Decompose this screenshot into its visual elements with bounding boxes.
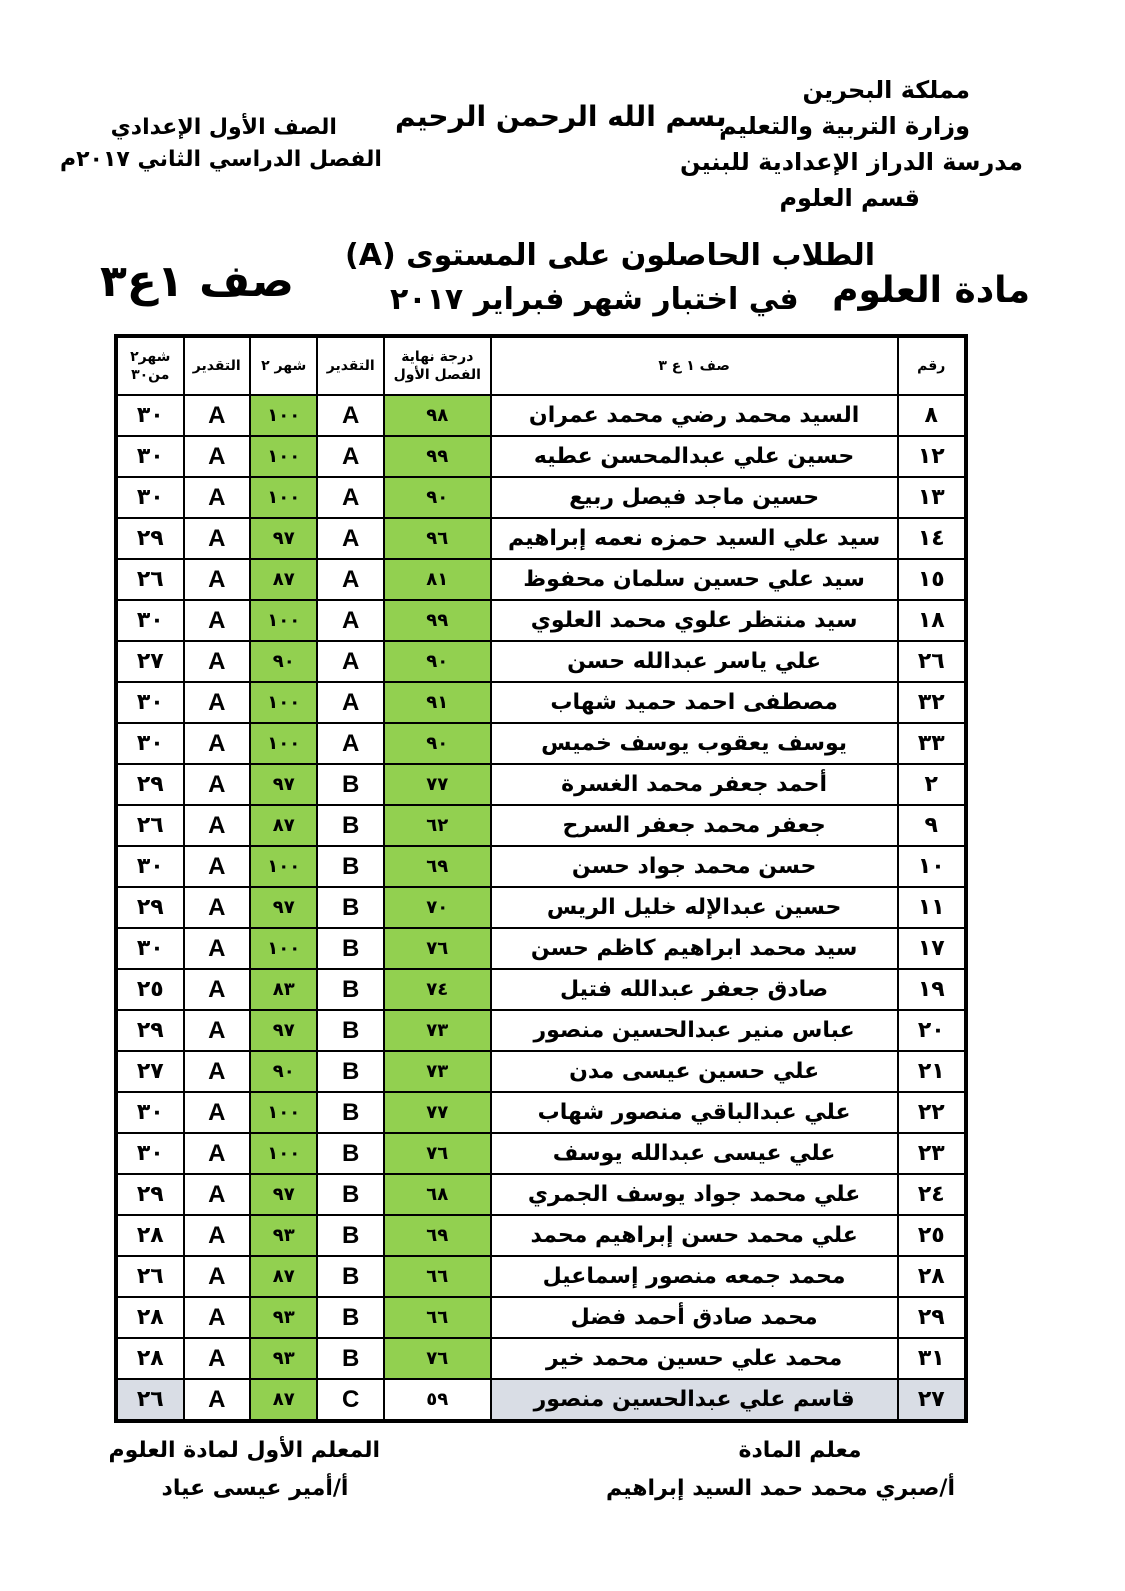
month-2-of-30: ٢٥: [116, 969, 184, 1010]
row-number: ٢٤: [898, 1174, 966, 1215]
ministry-label: وزارة التربية والتعليم: [719, 112, 970, 140]
term-grade: B: [317, 764, 383, 805]
term-grade: A: [317, 477, 383, 518]
student-name: علي عبدالباقي منصور شهاب: [491, 1092, 898, 1133]
student-name: عباس منير عبدالحسين منصور: [491, 1010, 898, 1051]
month-2-score: ٩٧: [250, 1174, 317, 1215]
header-grade-1: التقدير: [317, 336, 383, 395]
table-row: [116, 764, 966, 805]
table-row: [116, 1256, 966, 1297]
term-final-score: ٦٩: [384, 846, 491, 887]
table-row: [116, 395, 966, 436]
row-number: ٢٦: [898, 641, 966, 682]
month-2-of-30: ٣٠: [116, 436, 184, 477]
term-final-score: ٧٣: [384, 1010, 491, 1051]
month-2-score: ٩٣: [250, 1297, 317, 1338]
row-number: ٢٣: [898, 1133, 966, 1174]
month-2-of-30: ٢٦: [116, 1379, 184, 1421]
row-number: ١٣: [898, 477, 966, 518]
table-row: [116, 600, 966, 641]
month-2-score: ١٠٠: [250, 477, 317, 518]
month-2-score: ٩٠: [250, 1051, 317, 1092]
student-name: علي محمد حسن إبراهيم محمد: [491, 1215, 898, 1256]
term-grade: A: [317, 395, 383, 436]
term-final-score: ٧٧: [384, 1092, 491, 1133]
student-name: محمد جمعه منصور إسماعيل: [491, 1256, 898, 1297]
month-2-score: ١٠٠: [250, 682, 317, 723]
footer-left: [108, 1432, 380, 1508]
student-name: سيد منتظر علوي محمد العلوي: [491, 600, 898, 641]
row-number: ٩: [898, 805, 966, 846]
table-row: [116, 1010, 966, 1051]
month-2-grade: A: [184, 1133, 250, 1174]
month-2-grade: A: [184, 805, 250, 846]
month-2-score: ٨٧: [250, 805, 317, 846]
table-row: [116, 1133, 966, 1174]
term-grade: B: [317, 1092, 383, 1133]
month-2-of-30: ٣٠: [116, 928, 184, 969]
senior-teacher-label: المعلم الأول لمادة العلوم: [108, 1438, 380, 1463]
student-name: علي حسين عيسى مدن: [491, 1051, 898, 1092]
month-2-score: ٩٧: [250, 764, 317, 805]
month-2-of-30: ٢٩: [116, 1010, 184, 1051]
term-final-score: ٦٨: [384, 1174, 491, 1215]
term-final-score: ٦٦: [384, 1256, 491, 1297]
month-2-grade: A: [184, 600, 250, 641]
table-row: [116, 1379, 966, 1421]
table-row: [116, 1051, 966, 1092]
month-2-of-30: ٣٠: [116, 600, 184, 641]
term-grade: B: [317, 1215, 383, 1256]
student-name: سيد محمد ابراهيم كاظم حسن: [491, 928, 898, 969]
month-2-of-30: ٣٠: [116, 395, 184, 436]
month-2-grade: A: [184, 928, 250, 969]
month-2-grade: A: [184, 1256, 250, 1297]
student-name: حسين ماجد فيصل ربيع: [491, 477, 898, 518]
row-number: ١٢: [898, 436, 966, 477]
term-final-score: ٩٠: [384, 641, 491, 682]
month-2-score: ١٠٠: [250, 846, 317, 887]
month-2-grade: A: [184, 764, 250, 805]
term-grade: B: [317, 1133, 383, 1174]
row-number: ٨: [898, 395, 966, 436]
term-final-score: ٩٦: [384, 518, 491, 559]
month-2-grade: A: [184, 1215, 250, 1256]
row-number: ٣٣: [898, 723, 966, 764]
term-final-score: ٩١: [384, 682, 491, 723]
row-number: ١٨: [898, 600, 966, 641]
month-2-grade: A: [184, 641, 250, 682]
table-row: [116, 1092, 966, 1133]
term-grade: A: [317, 559, 383, 600]
month-2-score: ٩٧: [250, 1010, 317, 1051]
term-final-score: ٧٤: [384, 969, 491, 1010]
table-row: [116, 1174, 966, 1215]
student-name: علي محمد جواد يوسف الجمري: [491, 1174, 898, 1215]
month-2-of-30: ٢٧: [116, 641, 184, 682]
row-number: ٢: [898, 764, 966, 805]
month-2-of-30: ٢٩: [116, 887, 184, 928]
row-number: ٢٠: [898, 1010, 966, 1051]
row-number: ١٥: [898, 559, 966, 600]
month-2-score: ٩٣: [250, 1215, 317, 1256]
term-grade: B: [317, 1010, 383, 1051]
term-grade: C: [317, 1379, 383, 1421]
month-2-grade: A: [184, 682, 250, 723]
term-final-score: ٩٩: [384, 600, 491, 641]
row-number: ٢٨: [898, 1256, 966, 1297]
table-row: [116, 723, 966, 764]
subject-teacher-name: أ/صبري محمد حمد السيد إبراهيم: [606, 1476, 955, 1501]
month-2-of-30: ٣٠: [116, 1092, 184, 1133]
month-2-of-30: ٢٩: [116, 1174, 184, 1215]
term-final-score: ٩٩: [384, 436, 491, 477]
table-row: [116, 969, 966, 1010]
term-final-score: ٩٠: [384, 723, 491, 764]
month-2-score: ١٠٠: [250, 1092, 317, 1133]
month-2-score: ٩٣: [250, 1338, 317, 1379]
student-name: علي عيسى عبدالله يوسف: [491, 1133, 898, 1174]
table-row: [116, 887, 966, 928]
table-row: [116, 1297, 966, 1338]
student-name: سيد علي السيد حمزه نعمه إبراهيم: [491, 518, 898, 559]
term-grade: B: [317, 969, 383, 1010]
school-label: مدرسة الدراز الإعدادية للبنين: [680, 148, 1023, 176]
table-row: [116, 928, 966, 969]
month-2-grade: A: [184, 1051, 250, 1092]
term-final-score: ٨١: [384, 559, 491, 600]
month-2-grade: A: [184, 436, 250, 477]
term-grade: B: [317, 1256, 383, 1297]
senior-teacher-name: أ/أمير عيسى عياد: [161, 1476, 349, 1501]
header-grade-2: التقدير: [184, 336, 250, 395]
row-number: ٢٩: [898, 1297, 966, 1338]
table-row: [116, 805, 966, 846]
header-number: رقم: [898, 336, 966, 395]
term-grade: B: [317, 805, 383, 846]
term-grade: A: [317, 436, 383, 477]
term-final-score: ٦٢: [384, 805, 491, 846]
month-2-of-30: ٢٦: [116, 1256, 184, 1297]
month-2-score: ١٠٠: [250, 928, 317, 969]
month-2-grade: A: [184, 1174, 250, 1215]
row-number: ٣١: [898, 1338, 966, 1379]
student-name: جعفر محمد جعفر السرح: [491, 805, 898, 846]
month-2-score: ١٠٠: [250, 723, 317, 764]
term-final-score: ٦٦: [384, 1297, 491, 1338]
month-2-of-30: ٢٨: [116, 1297, 184, 1338]
student-name: مصطفى احمد حميد شهاب: [491, 682, 898, 723]
term-final-score: ٧٦: [384, 928, 491, 969]
term-final-score: ٧٦: [384, 1133, 491, 1174]
table-row: [116, 518, 966, 559]
student-name: صادق جعفر عبدالله فتيل: [491, 969, 898, 1010]
month-2-of-30: ٢٦: [116, 559, 184, 600]
student-name: محمد علي حسين محمد خير: [491, 1338, 898, 1379]
header-right: [680, 72, 1023, 216]
student-name: محمد صادق أحمد فضل: [491, 1297, 898, 1338]
month-2-grade: A: [184, 395, 250, 436]
month-2-grade: A: [184, 559, 250, 600]
term-grade: B: [317, 1297, 383, 1338]
row-number: ٣٢: [898, 682, 966, 723]
month-2-of-30: ٢٨: [116, 1215, 184, 1256]
row-number: ١٤: [898, 518, 966, 559]
month-2-score: ٩٧: [250, 518, 317, 559]
student-name: السيد محمد رضي محمد عمران: [491, 395, 898, 436]
month-2-of-30: ٢٩: [116, 518, 184, 559]
student-name: أحمد جعفر محمد الغسرة: [491, 764, 898, 805]
term-grade: B: [317, 1051, 383, 1092]
term-final-score: ٥٩: [384, 1379, 491, 1421]
month-2-score: ٩٠: [250, 641, 317, 682]
month-2-grade: A: [184, 1010, 250, 1051]
student-name: علي ياسر عبدالله حسن: [491, 641, 898, 682]
header-left: [60, 112, 382, 176]
month-2-of-30: ٢٧: [116, 1051, 184, 1092]
row-number: ٢١: [898, 1051, 966, 1092]
row-number: ٢٥: [898, 1215, 966, 1256]
table-row: [116, 1215, 966, 1256]
month-2-score: ٨٧: [250, 559, 317, 600]
month-2-of-30: ٢٦: [116, 805, 184, 846]
month-2-score: ٨٣: [250, 969, 317, 1010]
month-2-score: ١٠٠: [250, 395, 317, 436]
table-row: [116, 559, 966, 600]
term-grade: A: [317, 723, 383, 764]
term-grade: A: [317, 600, 383, 641]
term-final-score: ٧٦: [384, 1338, 491, 1379]
row-number: ٢٢: [898, 1092, 966, 1133]
row-number: ١١: [898, 887, 966, 928]
month-2-score: ١٠٠: [250, 600, 317, 641]
student-name: قاسم علي عبدالحسين منصور: [491, 1379, 898, 1421]
term-final-score: ٩٨: [384, 395, 491, 436]
term-final-score: ٦٩: [384, 1215, 491, 1256]
term-grade: A: [317, 518, 383, 559]
month-2-of-30: ٣٠: [116, 477, 184, 518]
table-row: [116, 641, 966, 682]
month-2-of-30: ٣٠: [116, 682, 184, 723]
row-number: ١٩: [898, 969, 966, 1010]
month-2-of-30: ٢٨: [116, 1338, 184, 1379]
month-2-grade: A: [184, 723, 250, 764]
table-row: [116, 1338, 966, 1379]
student-name: حسين عبدالإله خليل الريس: [491, 887, 898, 928]
header-class-name: صف ١ ع ٣: [491, 336, 898, 395]
month-2-score: ٨٧: [250, 1256, 317, 1297]
header-month-2-of-30: شهر٢ من٣٠: [116, 336, 184, 395]
basmala: بسم الله الرحمن الرحيم: [395, 100, 727, 133]
month-2-grade: A: [184, 1297, 250, 1338]
month-2-grade: A: [184, 887, 250, 928]
month-2-grade: A: [184, 1092, 250, 1133]
term-grade: B: [317, 1174, 383, 1215]
student-name: حسن محمد جواد حسن: [491, 846, 898, 887]
month-2-score: ١٠٠: [250, 1133, 317, 1174]
table-body: [116, 395, 966, 1421]
class-label: صف ١ع٣: [100, 256, 295, 307]
term-grade: B: [317, 887, 383, 928]
header-month-2: شهر ٢: [250, 336, 317, 395]
table-row: [116, 477, 966, 518]
term-grade: B: [317, 1338, 383, 1379]
subject-label: مادة العلوم: [832, 270, 1030, 311]
month-2-grade: A: [184, 1379, 250, 1421]
month-2-score: ٨٧: [250, 1379, 317, 1421]
country-label: مملكة البحرين: [802, 76, 970, 104]
term-final-score: ٧٠: [384, 887, 491, 928]
month-2-of-30: ٣٠: [116, 1133, 184, 1174]
month-2-grade: A: [184, 477, 250, 518]
term-grade: B: [317, 928, 383, 969]
month-2-grade: A: [184, 969, 250, 1010]
table-row: [116, 436, 966, 477]
month-2-grade: A: [184, 1338, 250, 1379]
department-label: قسم العلوم: [779, 184, 920, 212]
month-2-of-30: ٢٩: [116, 764, 184, 805]
month-2-score: ١٠٠: [250, 436, 317, 477]
student-name: يوسف يعقوب يوسف خميس: [491, 723, 898, 764]
header-term-final: درجة نهاية الفصل الأول: [384, 336, 491, 395]
month-2-grade: A: [184, 846, 250, 887]
term-grade: A: [317, 641, 383, 682]
month-2-of-30: ٣٠: [116, 846, 184, 887]
term-final-score: ٩٠: [384, 477, 491, 518]
subject-teacher-label: معلم المادة: [738, 1438, 862, 1463]
term-final-score: ٧٣: [384, 1051, 491, 1092]
grades-table: [114, 334, 968, 1423]
report-title: الطلاب الحاصلون على المستوى (A): [345, 238, 876, 273]
month-2-score: ٩٧: [250, 887, 317, 928]
report-subtitle: في اختبار شهر فبراير ٢٠١٧: [390, 282, 799, 317]
row-number: ١٧: [898, 928, 966, 969]
student-name: سيد علي حسين سلمان محفوظ: [491, 559, 898, 600]
table-row: [116, 682, 966, 723]
table-row: [116, 846, 966, 887]
month-2-of-30: ٣٠: [116, 723, 184, 764]
term-grade: A: [317, 682, 383, 723]
semester-label: الفصل الدراسي الثاني ٢٠١٧م: [60, 147, 382, 172]
term-grade: B: [317, 846, 383, 887]
table-header-row: [116, 336, 966, 395]
footer-right: [606, 1432, 955, 1508]
row-number: ١٠: [898, 846, 966, 887]
month-2-grade: A: [184, 518, 250, 559]
term-final-score: ٧٧: [384, 764, 491, 805]
grade-level-label: الصف الأول الإعدادي: [110, 115, 337, 140]
student-name: حسين علي عبدالمحسن عطيه: [491, 436, 898, 477]
row-number: ٢٧: [898, 1379, 966, 1421]
